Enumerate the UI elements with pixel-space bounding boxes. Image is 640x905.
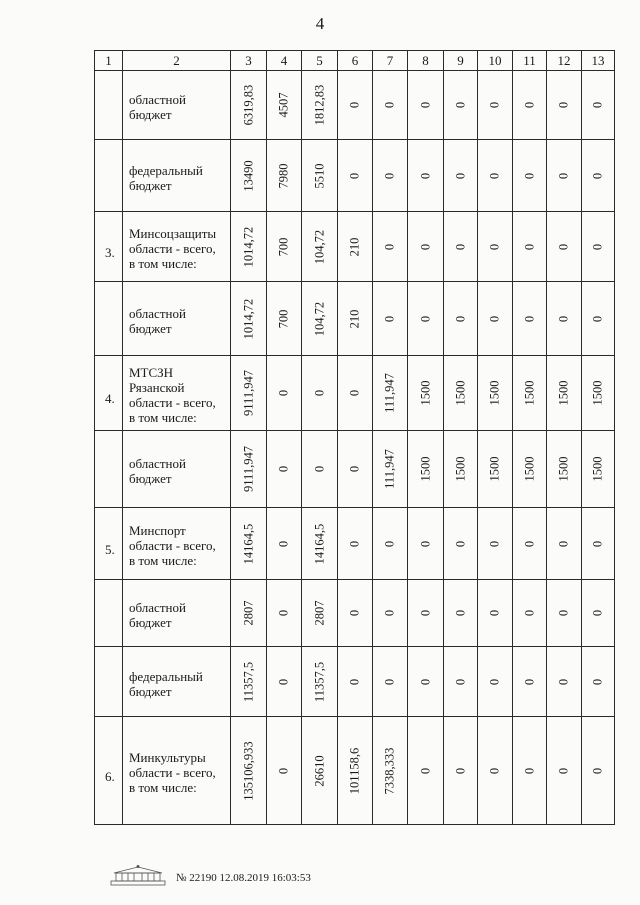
- value-cell: [267, 282, 302, 356]
- cell-value: 0: [418, 540, 432, 547]
- cell-value: 0: [276, 609, 291, 617]
- value-cell: [547, 212, 582, 282]
- value-cell: [444, 647, 478, 717]
- column-header: 13: [582, 51, 615, 71]
- value-cell: [373, 717, 408, 825]
- value-cell: [478, 717, 513, 825]
- row-name: Минкультуры области - всего, в том числе:: [123, 717, 231, 825]
- value-cell: [338, 647, 373, 717]
- value-cell: [267, 431, 302, 508]
- value-cell: [267, 71, 302, 140]
- cell-value: 0: [487, 540, 502, 547]
- value-cell: [582, 508, 615, 580]
- row-number: 5.: [95, 508, 123, 580]
- cell-value: 0: [418, 315, 432, 322]
- value-cell: [478, 647, 513, 717]
- cell-value: 0: [556, 609, 571, 617]
- cell-value: 111,947: [382, 449, 397, 489]
- value-cell: [373, 508, 408, 580]
- value-cell: [373, 580, 408, 647]
- cell-value: 0: [453, 678, 467, 685]
- cell-value: 0: [522, 172, 536, 179]
- row-number: [95, 282, 123, 356]
- cell-value: 0: [556, 767, 571, 774]
- row-number: 3.: [95, 212, 123, 282]
- cell-value: 0: [347, 609, 362, 617]
- table-row: [95, 431, 615, 508]
- cell-value: 0: [453, 767, 467, 774]
- value-cell: [547, 282, 582, 356]
- value-cell: [513, 717, 547, 825]
- value-cell: [582, 356, 615, 431]
- table-row: [95, 508, 615, 580]
- value-cell: [478, 431, 513, 508]
- cell-value: 0: [312, 465, 326, 473]
- cell-value: 0: [382, 540, 397, 547]
- cell-value: 0: [522, 315, 536, 322]
- cell-value: 0: [522, 678, 536, 685]
- cell-value: 0: [347, 678, 362, 685]
- cell-value: 0: [382, 172, 397, 179]
- value-cell: [444, 212, 478, 282]
- value-cell: [408, 580, 444, 647]
- value-cell: [267, 356, 302, 431]
- value-cell: [547, 717, 582, 825]
- value-cell: [302, 356, 338, 431]
- cell-value: 0: [453, 540, 467, 547]
- value-cell: [513, 356, 547, 431]
- cell-value: 0: [312, 389, 326, 397]
- cell-value: 0: [522, 609, 536, 617]
- cell-value: 0: [487, 315, 502, 322]
- column-header: 5: [302, 51, 338, 71]
- cell-value: 1500: [556, 456, 571, 482]
- value-cell: [478, 140, 513, 212]
- value-cell: [478, 580, 513, 647]
- value-cell: [408, 212, 444, 282]
- cell-value: 1500: [590, 456, 605, 482]
- value-cell: [582, 212, 615, 282]
- value-cell: [302, 140, 338, 212]
- cell-value: 9111,947: [241, 446, 255, 492]
- cell-value: 0: [418, 609, 432, 617]
- value-cell: [444, 717, 478, 825]
- government-building-seal-icon: [110, 864, 166, 886]
- value-cell: [408, 431, 444, 508]
- cell-value: 0: [556, 540, 571, 547]
- row-number: 6.: [95, 717, 123, 825]
- value-cell: [373, 356, 408, 431]
- cell-value: 0: [487, 678, 502, 685]
- row-name: федеральный бюджет: [123, 647, 231, 717]
- value-cell: [478, 508, 513, 580]
- cell-value: 1500: [522, 456, 536, 482]
- value-cell: [231, 356, 267, 431]
- cell-value: 1812,83: [312, 84, 326, 126]
- cell-value: 700: [276, 309, 291, 328]
- cell-value: 9111,947: [241, 370, 255, 416]
- cell-value: 0: [487, 172, 502, 179]
- cell-value: 104,72: [312, 229, 326, 264]
- value-cell: [408, 508, 444, 580]
- value-cell: [338, 140, 373, 212]
- value-cell: [302, 282, 338, 356]
- value-cell: [373, 71, 408, 140]
- row-name: областной бюджет: [123, 580, 231, 647]
- value-cell: [478, 356, 513, 431]
- cell-value: 0: [590, 315, 605, 322]
- value-cell: [547, 580, 582, 647]
- cell-value: 2807: [241, 600, 255, 626]
- column-header: 2: [123, 51, 231, 71]
- value-cell: [444, 71, 478, 140]
- value-cell: [547, 647, 582, 717]
- cell-value: 0: [382, 678, 397, 685]
- row-name: федеральный бюджет: [123, 140, 231, 212]
- cell-value: 1500: [418, 380, 432, 406]
- page-number: 4: [315, 14, 325, 33]
- budget-table: [94, 50, 615, 825]
- cell-value: 0: [590, 609, 605, 617]
- column-header: 3: [231, 51, 267, 71]
- cell-value: 0: [276, 540, 291, 547]
- cell-value: 0: [522, 101, 536, 109]
- value-cell: [547, 508, 582, 580]
- value-cell: [373, 212, 408, 282]
- cell-value: 0: [453, 172, 467, 179]
- value-cell: [547, 140, 582, 212]
- table-row: [95, 282, 615, 356]
- cell-value: 0: [487, 609, 502, 617]
- value-cell: [582, 717, 615, 825]
- value-cell: [513, 71, 547, 140]
- row-name: Минсоцзащиты области - всего, в том числе:: [123, 212, 231, 282]
- cell-value: 0: [522, 767, 536, 774]
- cell-value: 0: [556, 243, 571, 250]
- value-cell: [582, 647, 615, 717]
- value-cell: [582, 431, 615, 508]
- cell-value: 14164,5: [241, 523, 255, 564]
- registration-stamp: № 22190 12.08.2019 16:03:53: [176, 872, 311, 884]
- cell-value: 0: [487, 243, 502, 250]
- value-cell: [373, 282, 408, 356]
- cell-value: 4507: [276, 92, 291, 118]
- column-header: 7: [373, 51, 408, 71]
- value-cell: [267, 647, 302, 717]
- cell-value: 26610: [312, 754, 326, 787]
- row-number: [95, 431, 123, 508]
- column-header: 9: [444, 51, 478, 71]
- value-cell: [408, 647, 444, 717]
- value-cell: [408, 356, 444, 431]
- table-row: [95, 717, 615, 825]
- cell-value: 0: [453, 101, 467, 109]
- value-cell: [231, 508, 267, 580]
- value-cell: [513, 580, 547, 647]
- value-cell: [547, 356, 582, 431]
- cell-value: 0: [556, 101, 571, 109]
- column-header: 10: [478, 51, 513, 71]
- value-cell: [582, 282, 615, 356]
- value-cell: [408, 717, 444, 825]
- cell-value: 0: [418, 243, 432, 250]
- cell-value: 1500: [522, 380, 536, 406]
- value-cell: [582, 580, 615, 647]
- value-cell: [513, 140, 547, 212]
- cell-value: 0: [590, 540, 605, 547]
- cell-value: 7980: [276, 163, 291, 188]
- table-row: [95, 356, 615, 431]
- cell-value: 0: [556, 315, 571, 322]
- value-cell: [444, 580, 478, 647]
- cell-value: 0: [590, 172, 605, 179]
- cell-value: 11357,5: [241, 661, 255, 702]
- value-cell: [338, 717, 373, 825]
- cell-value: 0: [347, 540, 362, 547]
- cell-value: 0: [556, 678, 571, 685]
- value-cell: [582, 140, 615, 212]
- value-cell: [267, 212, 302, 282]
- column-header: 1: [95, 51, 123, 71]
- cell-value: 5510: [312, 163, 326, 188]
- cell-value: 0: [347, 101, 362, 109]
- value-cell: [444, 140, 478, 212]
- cell-value: 0: [590, 243, 605, 250]
- cell-value: 0: [418, 172, 432, 179]
- value-cell: [338, 282, 373, 356]
- value-cell: [231, 282, 267, 356]
- value-cell: [373, 431, 408, 508]
- value-cell: [231, 212, 267, 282]
- cell-value: 0: [276, 389, 291, 397]
- value-cell: [444, 356, 478, 431]
- value-cell: [231, 647, 267, 717]
- cell-value: 1500: [556, 380, 571, 406]
- cell-value: 0: [590, 678, 605, 685]
- cell-value: 0: [382, 315, 397, 322]
- value-cell: [231, 140, 267, 212]
- value-cell: [444, 508, 478, 580]
- value-cell: [547, 71, 582, 140]
- cell-value: 1500: [487, 380, 502, 406]
- cell-value: 0: [522, 243, 536, 250]
- value-cell: [373, 140, 408, 212]
- column-header: 11: [513, 51, 547, 71]
- cell-value: 0: [347, 465, 362, 473]
- cell-value: 101158,6: [347, 747, 362, 794]
- cell-value: 0: [276, 465, 291, 473]
- table-row: [95, 140, 615, 212]
- cell-value: 0: [382, 101, 397, 109]
- value-cell: [513, 647, 547, 717]
- cell-value: 104,72: [312, 301, 326, 336]
- cell-value: 0: [418, 678, 432, 685]
- cell-value: 0: [382, 609, 397, 617]
- cell-value: 0: [590, 767, 605, 774]
- value-cell: [267, 580, 302, 647]
- cell-value: 1500: [418, 456, 432, 482]
- row-name: областной бюджет: [123, 71, 231, 140]
- value-cell: [338, 508, 373, 580]
- header-row: [95, 51, 615, 71]
- value-cell: [408, 71, 444, 140]
- cell-value: 1500: [590, 380, 605, 406]
- value-cell: [478, 71, 513, 140]
- value-cell: [513, 212, 547, 282]
- value-cell: [513, 282, 547, 356]
- value-cell: [302, 71, 338, 140]
- value-cell: [231, 580, 267, 647]
- value-cell: [267, 717, 302, 825]
- value-cell: [338, 71, 373, 140]
- cell-value: 0: [522, 540, 536, 547]
- cell-value: 0: [347, 172, 362, 179]
- value-cell: [231, 431, 267, 508]
- cell-value: 6319,83: [241, 84, 255, 126]
- cell-value: 0: [276, 678, 291, 685]
- cell-value: 210: [347, 237, 362, 256]
- value-cell: [302, 212, 338, 282]
- value-cell: [547, 431, 582, 508]
- value-cell: [338, 580, 373, 647]
- cell-value: 210: [347, 309, 362, 328]
- value-cell: [408, 140, 444, 212]
- row-name: Минспорт области - всего, в том числе:: [123, 508, 231, 580]
- cell-value: 13490: [241, 159, 255, 192]
- value-cell: [231, 71, 267, 140]
- value-cell: [231, 717, 267, 825]
- value-cell: [444, 431, 478, 508]
- row-number: [95, 71, 123, 140]
- row-number: 4.: [95, 356, 123, 431]
- cell-value: 0: [556, 172, 571, 179]
- value-cell: [338, 431, 373, 508]
- cell-value: 0: [453, 609, 467, 617]
- row-number: [95, 647, 123, 717]
- cell-value: 1014,72: [241, 298, 255, 339]
- cell-value: 1500: [453, 456, 467, 482]
- value-cell: [478, 212, 513, 282]
- cell-value: 135106,933: [241, 740, 255, 801]
- cell-value: 111,947: [382, 373, 397, 413]
- cell-value: 0: [487, 101, 502, 109]
- value-cell: [582, 71, 615, 140]
- column-header: 6: [338, 51, 373, 71]
- table-row: [95, 71, 615, 140]
- cell-value: 0: [418, 767, 432, 774]
- value-cell: [302, 647, 338, 717]
- value-cell: [478, 282, 513, 356]
- cell-value: 2807: [312, 600, 326, 626]
- cell-value: 0: [453, 243, 467, 250]
- cell-value: 0: [487, 767, 502, 774]
- row-name: областной бюджет: [123, 431, 231, 508]
- table-row: [95, 580, 615, 647]
- cell-value: 1500: [487, 456, 502, 482]
- table-row: [95, 647, 615, 717]
- column-header: 12: [547, 51, 582, 71]
- value-cell: [408, 282, 444, 356]
- cell-value: 11357,5: [312, 661, 326, 702]
- value-cell: [302, 508, 338, 580]
- cell-value: 0: [590, 101, 605, 109]
- value-cell: [267, 508, 302, 580]
- column-header: 4: [267, 51, 302, 71]
- row-number: [95, 140, 123, 212]
- cell-value: 1014,72: [241, 226, 255, 267]
- footer: [110, 864, 311, 886]
- cell-value: 0: [453, 315, 467, 322]
- cell-value: 0: [418, 101, 432, 109]
- row-number: [95, 580, 123, 647]
- column-header: 8: [408, 51, 444, 71]
- value-cell: [302, 580, 338, 647]
- cell-value: 0: [347, 389, 362, 397]
- value-cell: [338, 356, 373, 431]
- cell-value: 0: [276, 767, 291, 774]
- cell-value: 1500: [453, 380, 467, 406]
- row-name: МТСЗН Рязанской области - всего, в том числе:: [123, 356, 231, 431]
- cell-value: 14164,5: [312, 523, 326, 564]
- table-row: [95, 212, 615, 282]
- cell-value: 7338,333: [382, 747, 397, 794]
- value-cell: [267, 140, 302, 212]
- value-cell: [373, 647, 408, 717]
- cell-value: 700: [276, 237, 291, 256]
- value-cell: [302, 717, 338, 825]
- value-cell: [513, 431, 547, 508]
- row-name: областной бюджет: [123, 282, 231, 356]
- value-cell: [338, 212, 373, 282]
- value-cell: [302, 431, 338, 508]
- value-cell: [444, 282, 478, 356]
- cell-value: 0: [382, 243, 397, 250]
- value-cell: [513, 508, 547, 580]
